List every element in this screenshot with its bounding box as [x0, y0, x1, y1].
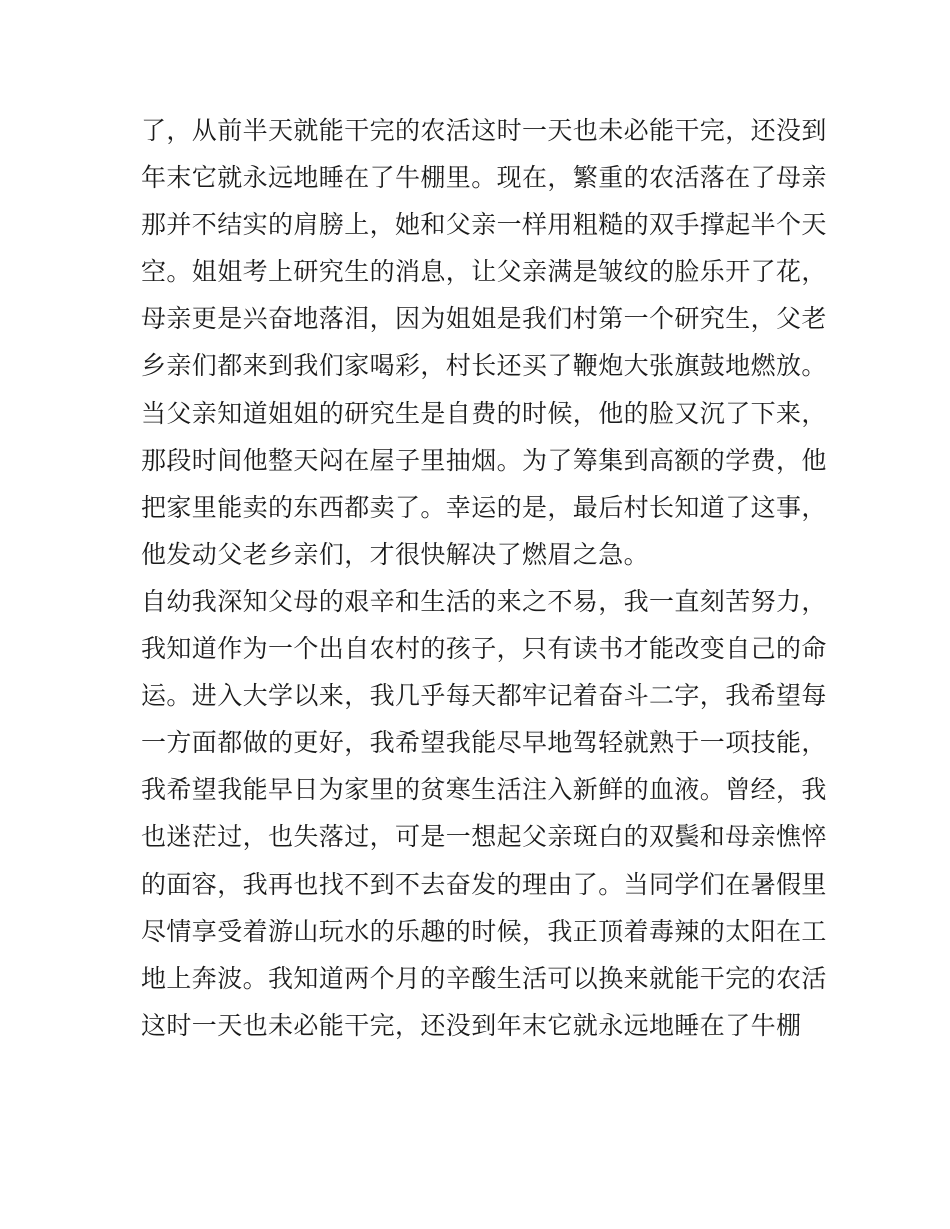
- text-line: 母亲更是兴奋地落泪，因为姐姐是我们村第一个研究生，父老: [141, 304, 827, 334]
- text-line: 我希望我能早日为家里的贫寒生活注入新鲜的血液。曾经，我: [141, 775, 827, 805]
- text-line: 乡亲们都来到我们家喝彩，村长还买了鞭炮大张旗鼓地燃放。: [141, 351, 827, 381]
- text-line: 了，从前半天就能干完的农活这时一天也未必能干完，还没到: [141, 116, 827, 145]
- text-line: 尽情享受着游山玩水的乐趣的时候，我正顶着毒辣的太阳在工: [141, 916, 827, 946]
- body-text: [141, 107, 827, 1049]
- text-line: 那段时间他整天闷在屋子里抽烟。为了筹集到高额的学费，他: [141, 445, 827, 475]
- text-line: 把家里能卖的东西都卖了。幸运的是，最后村长知道了这事，: [141, 492, 827, 522]
- text-line: 他发动父老乡亲们，才很快解决了燃眉之急。: [141, 539, 650, 569]
- text-line: 那并不结实的肩膀上，她和父亲一样用粗糙的双手撑起半个天: [141, 210, 827, 240]
- text-line: 一方面都做的更好，我希望我能尽早地驾轻就熟于一项技能，: [141, 728, 827, 758]
- text-line: 年末它就永远地睡在了牛棚里。现在，繁重的农活落在了母亲: [141, 163, 827, 193]
- text-line: 运。进入大学以来，我几乎每天都牢记着奋斗二字，我希望每: [141, 681, 827, 711]
- text-line: 自幼我深知父母的艰辛和生活的来之不易，我一直刻苦努力，: [141, 586, 827, 616]
- text-line: 当父亲知道姐姐的研究生是自费的时候，他的脸又沉了下来，: [141, 398, 827, 428]
- text-line: 这时一天也未必能干完，还没到年末它就永远地睡在了牛棚: [141, 1010, 802, 1040]
- text-line: 我知道作为一个出自农村的孩子，只有读书才能改变自己的命: [141, 634, 827, 664]
- text-line: 的面容，我再也找不到不去奋发的理由了。当同学们在暑假里: [141, 869, 827, 899]
- text-line: 也迷茫过，也失落过，可是一想起父亲斑白的双鬓和母亲憔悴: [141, 822, 827, 852]
- text-line: 空。姐姐考上研究生的消息，让父亲满是皱纹的脸乐开了花，: [141, 257, 827, 287]
- text-line: 地上奔波。我知道两个月的辛酸生活可以换来就能干完的农活: [141, 963, 827, 993]
